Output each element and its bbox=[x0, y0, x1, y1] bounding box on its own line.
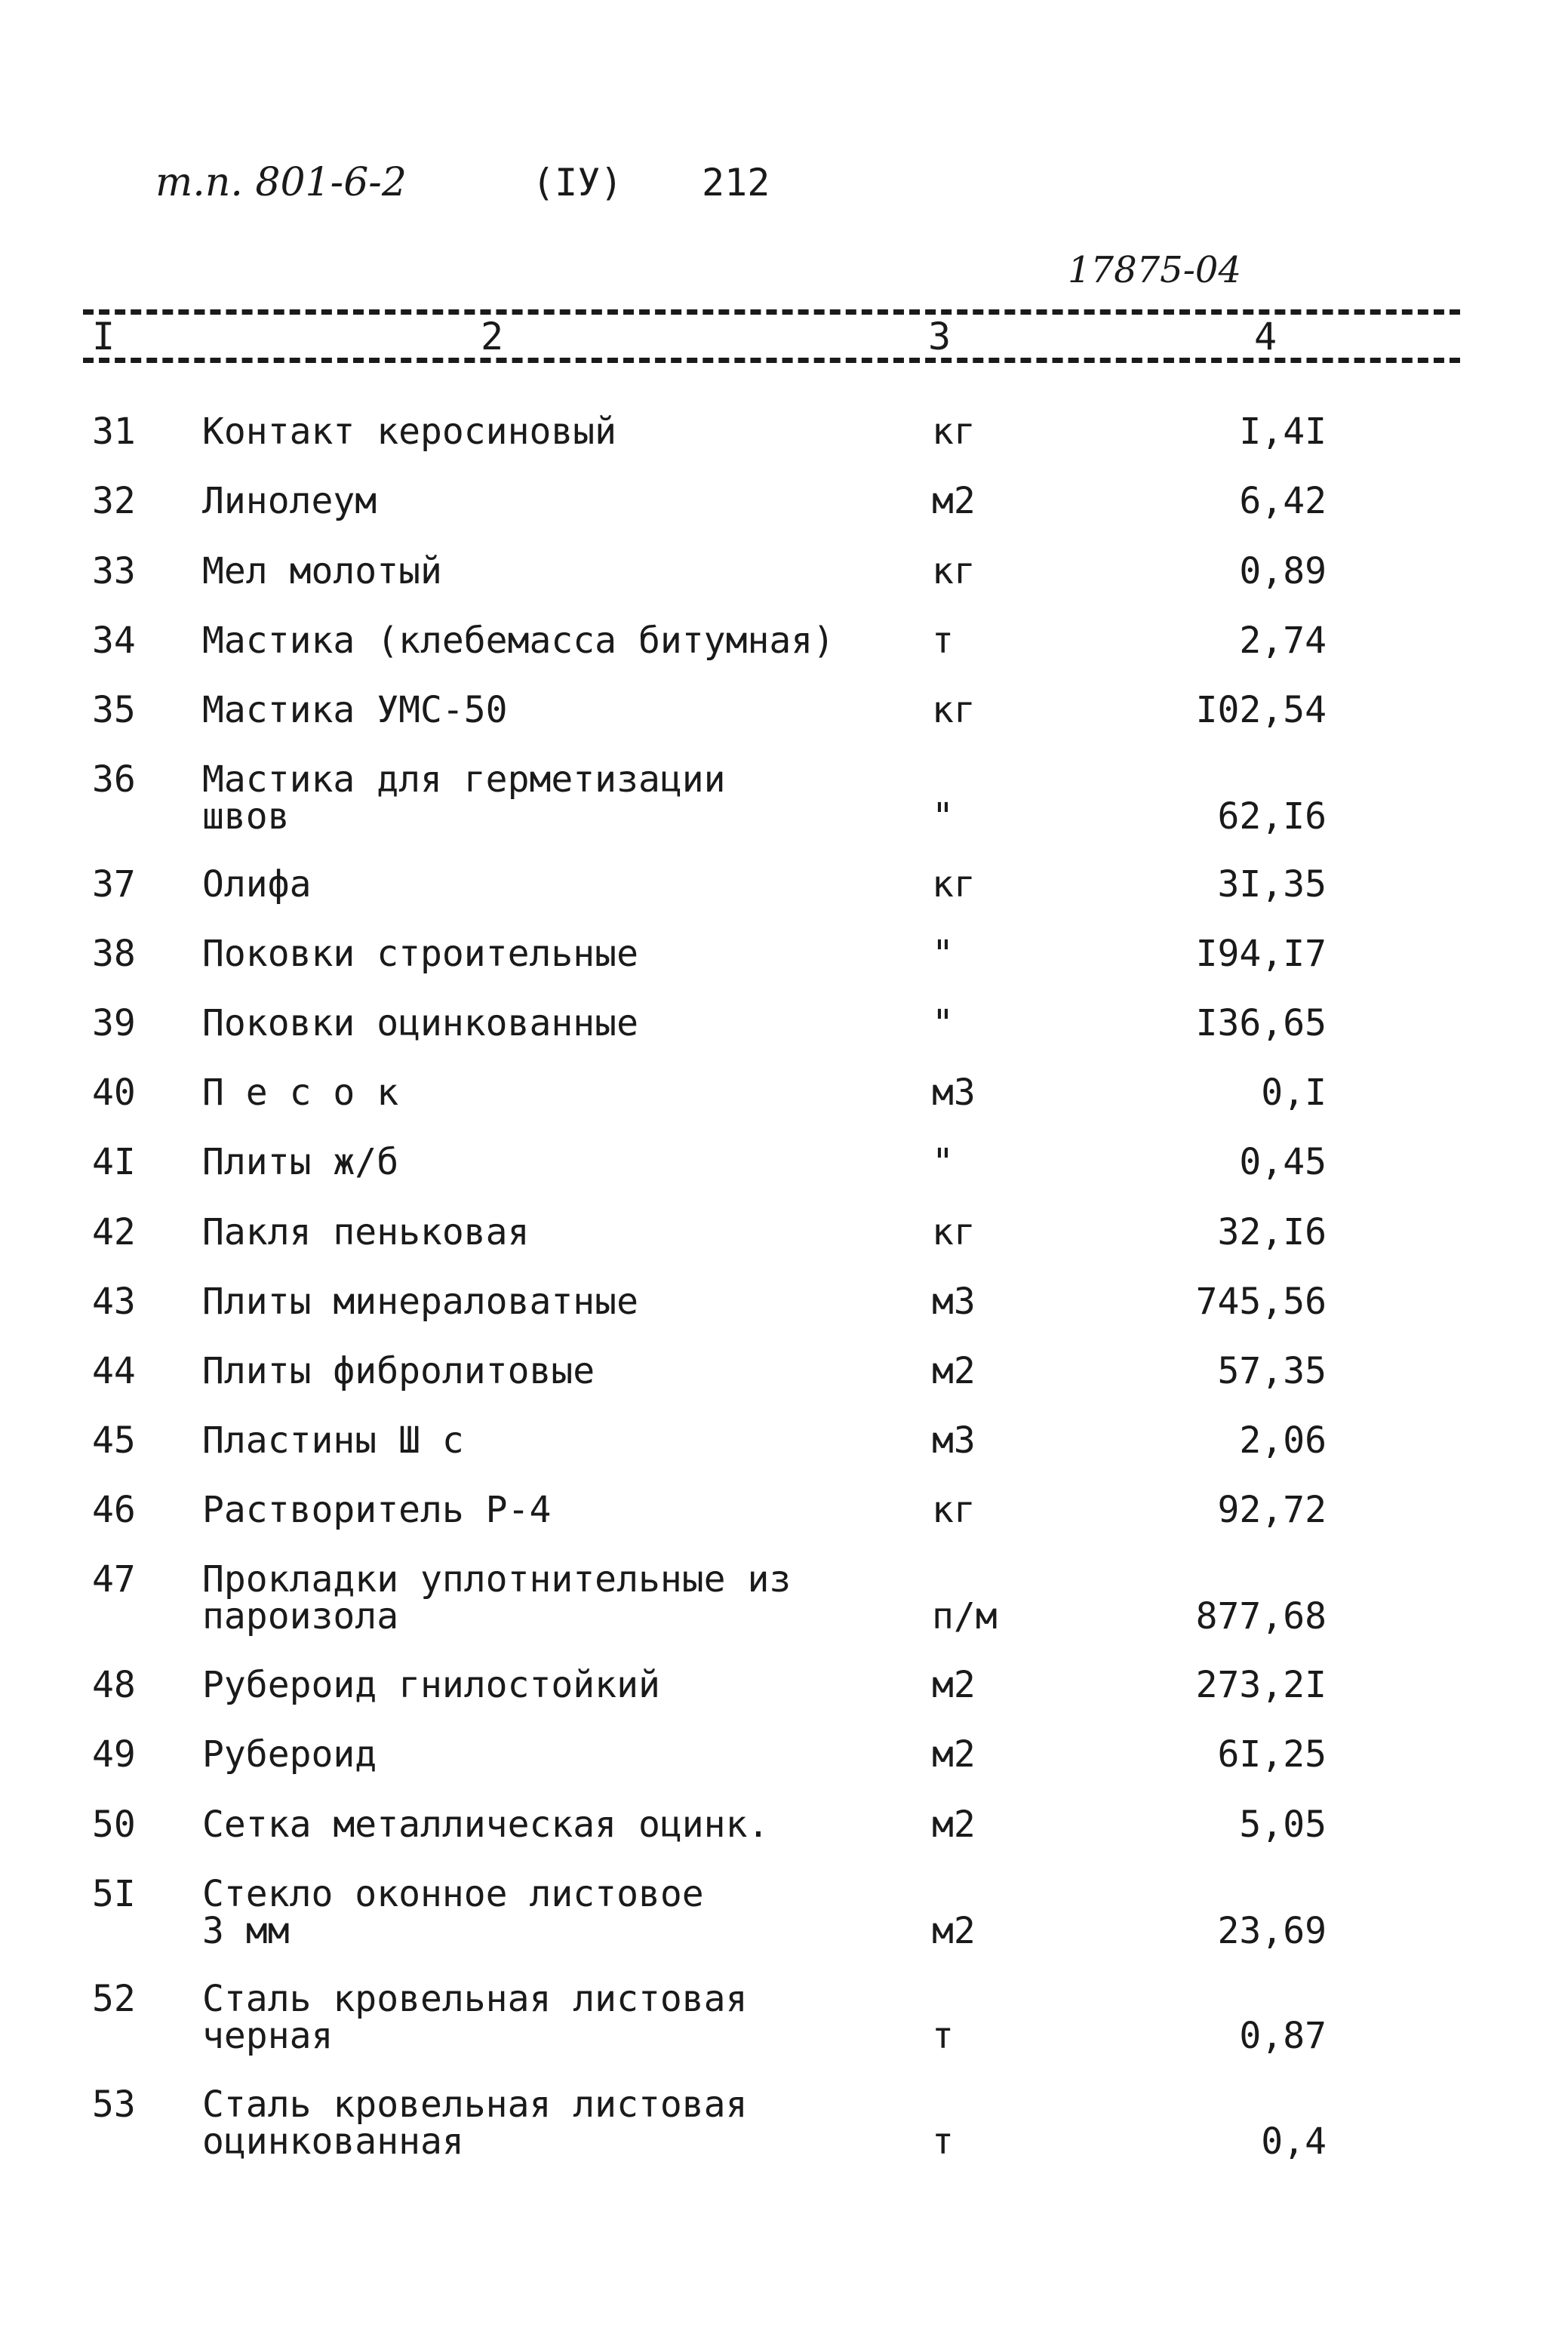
row-number: 33 bbox=[92, 550, 136, 592]
quantity: 57,35 bbox=[1217, 1350, 1327, 1392]
unit: м3 bbox=[932, 1281, 976, 1323]
unit: кг bbox=[932, 1211, 976, 1253]
quantity: 273,2I bbox=[1195, 1664, 1327, 1706]
quantity: 0,87 bbox=[1239, 2015, 1327, 2057]
unit: м2 bbox=[932, 1910, 976, 1952]
unit: т bbox=[932, 620, 954, 662]
quantity: 877,68 bbox=[1195, 1595, 1327, 1637]
quantity: I36,65 bbox=[1195, 1002, 1327, 1044]
document-code: т.п. 801-6-2 bbox=[155, 160, 407, 205]
row-number: 44 bbox=[92, 1350, 136, 1392]
material-name: Рубероид гнилостойкий bbox=[202, 1664, 660, 1706]
row-number: 48 bbox=[92, 1664, 136, 1706]
unit: м2 bbox=[932, 1350, 976, 1392]
quantity: 745,56 bbox=[1195, 1281, 1327, 1323]
material-name: Олифа bbox=[202, 863, 312, 906]
material-name: Сетка металлическая оцинк. bbox=[202, 1804, 770, 1846]
unit: " bbox=[932, 1141, 954, 1183]
material-name: Мел молотый bbox=[202, 550, 442, 592]
row-number: 39 bbox=[92, 1002, 136, 1044]
quantity: 3I,35 bbox=[1217, 863, 1327, 906]
quantity: 32,I6 bbox=[1217, 1211, 1327, 1253]
quantity: I02,54 bbox=[1195, 689, 1327, 731]
unit: м2 bbox=[932, 1664, 976, 1706]
quantity: 62,I6 bbox=[1217, 795, 1327, 838]
material-name: Пластины Ш с bbox=[202, 1419, 464, 1462]
row-number: 46 bbox=[92, 1489, 136, 1531]
row-number: 40 bbox=[92, 1072, 136, 1114]
unit: п/м bbox=[932, 1595, 998, 1637]
material-name: Сталь кровельная листовая оцинкованная bbox=[202, 2083, 748, 2163]
row-number: 49 bbox=[92, 1733, 136, 1776]
column-header-4: 4 bbox=[1254, 315, 1277, 358]
row-number: 31 bbox=[92, 411, 136, 453]
unit: кг bbox=[932, 689, 976, 731]
quantity: 6,42 bbox=[1239, 480, 1327, 522]
row-number: 42 bbox=[92, 1211, 136, 1253]
unit: м2 bbox=[932, 1733, 976, 1776]
column-header-3: 3 bbox=[928, 315, 952, 358]
row-number: 43 bbox=[92, 1281, 136, 1323]
quantity: 6I,25 bbox=[1217, 1733, 1327, 1776]
material-name: Прокладки уплотнительные из пароизола bbox=[202, 1558, 792, 1637]
header-divider-bottom bbox=[83, 358, 1460, 363]
unit: м2 bbox=[932, 1804, 976, 1846]
material-name: Мастика (клебемасса битумная) bbox=[202, 620, 835, 662]
unit: кг bbox=[932, 411, 976, 453]
material-name: Пакля пеньковая bbox=[202, 1211, 530, 1253]
unit: " bbox=[932, 1002, 954, 1044]
row-number: 53 bbox=[92, 2083, 136, 2126]
material-name: Линолеум bbox=[202, 480, 377, 522]
unit: кг bbox=[932, 1489, 976, 1531]
row-number: 36 bbox=[92, 758, 136, 801]
unit: т bbox=[932, 2120, 954, 2163]
material-name: Растворитель Р-4 bbox=[202, 1489, 552, 1531]
column-header-1: I bbox=[92, 315, 115, 358]
material-name: Плиты ж/б bbox=[202, 1141, 399, 1183]
row-number: 4I bbox=[92, 1141, 136, 1183]
unit: т bbox=[932, 2015, 954, 2057]
unit: кг bbox=[932, 863, 976, 906]
material-name: Поковки строительные bbox=[202, 933, 638, 975]
row-number: 45 bbox=[92, 1419, 136, 1462]
quantity: 0,45 bbox=[1239, 1141, 1327, 1183]
material-name: Плиты минераловатные bbox=[202, 1281, 638, 1323]
row-number: 5I bbox=[92, 1873, 136, 1915]
unit: " bbox=[932, 795, 954, 838]
unit: " bbox=[932, 933, 954, 975]
row-number: 37 bbox=[92, 863, 136, 906]
quantity: 0,4 bbox=[1261, 2120, 1327, 2163]
column-header-2: 2 bbox=[481, 315, 504, 358]
material-name: Поковки оцинкованные bbox=[202, 1002, 638, 1044]
unit: м3 bbox=[932, 1419, 976, 1462]
row-number: 35 bbox=[92, 689, 136, 731]
quantity: 0,I bbox=[1261, 1072, 1327, 1114]
material-name: Контакт керосиновый bbox=[202, 411, 617, 453]
row-number: 32 bbox=[92, 480, 136, 522]
material-name: Плиты фибролитовые bbox=[202, 1350, 595, 1392]
row-number: 34 bbox=[92, 620, 136, 662]
quantity: 0,89 bbox=[1239, 550, 1327, 592]
quantity: 2,74 bbox=[1239, 620, 1327, 662]
material-name: Стекло оконное листовое 3 мм bbox=[202, 1873, 704, 1952]
volume-label: (IУ) bbox=[532, 161, 623, 204]
row-number: 38 bbox=[92, 933, 136, 975]
material-name: Мастика УМС-50 bbox=[202, 689, 508, 731]
material-name: Мастика для герметизации швов bbox=[202, 758, 726, 838]
material-name: Сталь кровельная листовая черная bbox=[202, 1978, 748, 2057]
quantity: I94,I7 bbox=[1195, 933, 1327, 975]
row-number: 50 bbox=[92, 1804, 136, 1846]
unit: кг bbox=[932, 550, 976, 592]
row-number: 52 bbox=[92, 1978, 136, 2020]
unit: м3 bbox=[932, 1072, 976, 1114]
material-name: П е с о к bbox=[202, 1072, 399, 1114]
quantity: 92,72 bbox=[1217, 1489, 1327, 1531]
page-number: 212 bbox=[702, 161, 770, 204]
quantity: 23,69 bbox=[1217, 1910, 1327, 1952]
quantity: I,4I bbox=[1239, 411, 1327, 453]
quantity: 2,06 bbox=[1239, 1419, 1327, 1462]
unit: м2 bbox=[932, 480, 976, 522]
quantity: 5,05 bbox=[1239, 1804, 1327, 1846]
row-number: 47 bbox=[92, 1558, 136, 1601]
header-divider-top bbox=[83, 309, 1460, 315]
material-name: Рубероид bbox=[202, 1733, 377, 1776]
document-number: 17875-04 bbox=[1068, 249, 1241, 291]
